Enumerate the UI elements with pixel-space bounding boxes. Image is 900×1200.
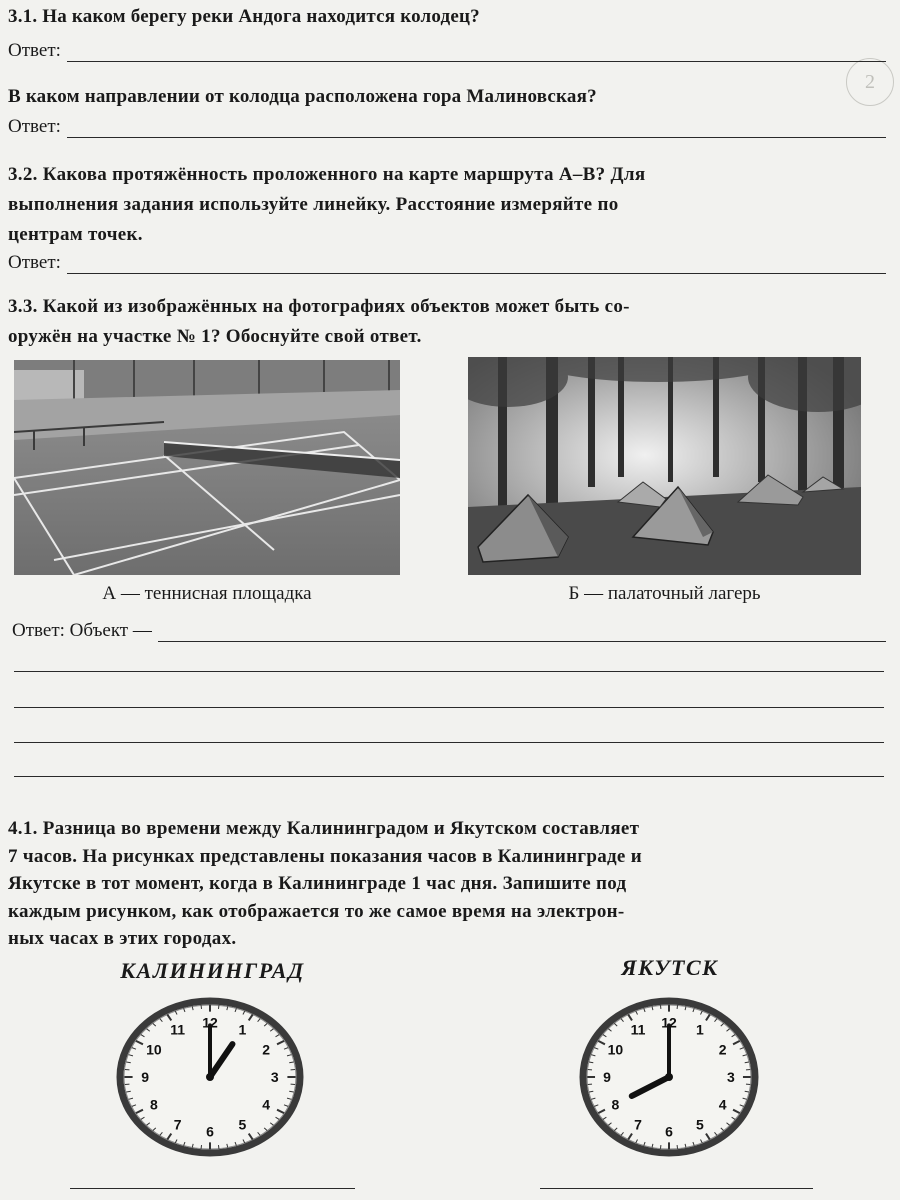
answer-3-3[interactable] xyxy=(12,620,886,642)
kaliningrad-numeral: 3 xyxy=(270,1069,279,1085)
answer-label: Ответ: xyxy=(8,252,61,273)
question-line: центрам точек. xyxy=(8,224,143,245)
answer-label: Ответ: xyxy=(8,116,61,137)
answer-3-2[interactable] xyxy=(8,252,886,274)
yakutsk-numeral: 12 xyxy=(661,1014,677,1031)
bold-hours: 7 часов xyxy=(8,845,73,867)
yakutsk-numeral: 4 xyxy=(718,1096,727,1113)
kaliningrad-numeral: 4 xyxy=(262,1096,271,1113)
yakutsk-numeral: 2 xyxy=(718,1041,727,1058)
kaliningrad-numeral: 6 xyxy=(206,1123,214,1140)
kaliningrad-numeral: 1 xyxy=(238,1021,247,1038)
yakutsk-numeral: 10 xyxy=(607,1041,624,1058)
kaliningrad-numeral: 2 xyxy=(262,1041,271,1058)
kaliningrad-clock xyxy=(114,997,306,1164)
yakutsk-numeral: 3 xyxy=(727,1069,735,1085)
yakutsk-numeral: 5 xyxy=(696,1116,704,1133)
yakutsk-numeral: 8 xyxy=(611,1096,620,1113)
question-line: выполнения задания используйте линейку. Расстояние измеряйте по xyxy=(8,194,619,215)
answer-label: Ответ: Объект — xyxy=(12,620,152,641)
question-line: 4.1. Разница во времени между Калининградом и Якутском составляет xyxy=(8,818,640,839)
question-line: каждым рисунком, как отображается то же самое время на электрон- xyxy=(8,900,625,922)
margin-tab: 2 xyxy=(846,58,894,106)
kaliningrad-center-pin xyxy=(206,1073,214,1081)
question-3-1: 3.1. На каком берегу реки Андога находится колодец? xyxy=(8,6,480,27)
yakutsk-numeral: 7 xyxy=(634,1116,642,1133)
question-line: 3.2. Какова протяжённость проложенного на карте маршрута А–В? Для xyxy=(8,164,646,185)
yakutsk-numeral: 11 xyxy=(630,1021,646,1038)
answer-line[interactable] xyxy=(14,776,884,777)
question-3-3 xyxy=(8,292,900,352)
kaliningrad-numeral: 8 xyxy=(149,1096,158,1113)
yakutsk-numeral: 6 xyxy=(665,1123,673,1140)
question-line: ных часах в этих городах. xyxy=(8,928,237,949)
answer-3-1a[interactable] xyxy=(8,40,886,62)
city-yakutsk: ЯКУТСК xyxy=(621,955,719,980)
kaliningrad-numeral: 10 xyxy=(146,1041,162,1058)
kaliningrad-answer-line[interactable] xyxy=(70,1188,355,1189)
question-line: оружён на участке № 1? Обоснуйте свой ответ. xyxy=(8,326,422,347)
answer-line[interactable] xyxy=(14,742,884,743)
question-line: 3.3. Какой из изображённых на фотографиях объектов может быть со- xyxy=(8,296,630,317)
yakutsk-numeral: 9 xyxy=(603,1069,611,1085)
question-3-1b: В каком направлении от колодца расположена гора Малиновская? xyxy=(8,86,597,107)
answer-line[interactable] xyxy=(67,43,886,62)
question-line-rest: . На рисунках представлены показания часов в Калининграде и xyxy=(72,845,642,867)
answer-line[interactable] xyxy=(67,119,886,138)
tennis-court-photo xyxy=(14,360,400,575)
photo-b-caption: Б — палаточный лагерь xyxy=(568,583,761,604)
answer-line[interactable] xyxy=(67,255,886,274)
kaliningrad-numeral: 11 xyxy=(170,1021,186,1038)
answer-line[interactable] xyxy=(14,707,884,708)
yakutsk-center-pin xyxy=(665,1073,673,1081)
kaliningrad-numeral: 7 xyxy=(173,1116,182,1133)
yakutsk-clock xyxy=(577,997,761,1164)
question-4-1 xyxy=(8,815,900,953)
photo-a-caption: А — теннисная площадка xyxy=(102,583,312,604)
yakutsk-numeral: 1 xyxy=(696,1021,704,1038)
kaliningrad-numeral: 12 xyxy=(202,1014,218,1031)
question-3-2 xyxy=(8,160,900,250)
kaliningrad-numeral: 5 xyxy=(238,1116,247,1133)
kaliningrad-numeral: 9 xyxy=(141,1069,150,1085)
answer-line[interactable] xyxy=(158,623,886,642)
answer-line[interactable] xyxy=(14,671,884,672)
city-kaliningrad: КАЛИНИНГРАД xyxy=(120,958,305,983)
yakutsk-answer-line[interactable] xyxy=(540,1188,813,1189)
answer-3-1b[interactable] xyxy=(8,116,886,138)
tent-camp-photo xyxy=(468,357,861,575)
question-line xyxy=(8,843,900,871)
answer-label: Ответ: xyxy=(8,40,61,61)
question-line: Якутске в тот момент, когда в Калининграде 1 час дня. Запишите под xyxy=(8,873,627,894)
